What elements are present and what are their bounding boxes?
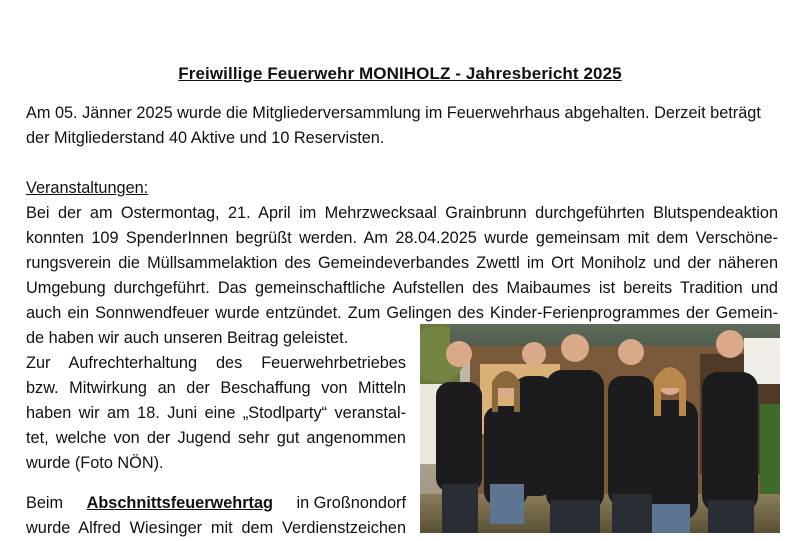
award-prefix: Beim <box>26 494 64 512</box>
party-line: tet, welche von der Jugend sehr gut angenommen <box>26 429 406 447</box>
page-title: Freiwillige Feuerwehr MONIHOLZ - Jahresbericht 2025 <box>178 64 622 83</box>
events-line: Umgebung durchgeführt. Das gemeinschaftliche Aufstellen des Maibaumes ist bereits Tradition und <box>26 279 778 297</box>
award-line <box>26 491 406 516</box>
events-line: konnten 109 SpenderInnen begrüßt werden. Am 28.04.2025 wurde gemeinsam mit dem Verschöne- <box>26 229 778 247</box>
party-line: wurde (Foto NÖN). <box>26 454 164 472</box>
award-paragraph <box>26 491 406 541</box>
events-heading: Veranstaltungen: <box>26 179 149 197</box>
award-suffix: in Großnondorf <box>296 494 406 512</box>
party-paragraph <box>26 351 406 476</box>
intro-line: Am 05. Jänner 2025 wurde die Mitgliederversammlung im Feuerwehrhaus abgehalten. Derzeit beträgt <box>26 104 761 122</box>
events-line: auch ein Sonnwendfeuer wurde entzündet. Zum Gelingen des Kinder-Ferienprogrammes der Gemein- <box>26 304 778 322</box>
party-line: Zur Aufrechterhaltung des Feuerwehrbetriebes <box>26 354 406 372</box>
events-line: Bei der am Ostermontag, 21. April im Mehrzwecksaal Grainbrunn durchgeführten Blutspendeaktion <box>26 204 778 222</box>
events-line: rungsverein die Müllsammelaktion des Gemeindeverbandes Zwettl im Ort Moniholz und der näheren <box>26 254 778 272</box>
party-line: haben wir am 18. Juni eine „Stodlparty“ veranstal- <box>26 404 406 422</box>
intro-paragraph <box>26 101 778 151</box>
intro-line: der Mitgliederstand 40 Aktive und 10 Reservisten. <box>26 129 385 147</box>
award-event: Abschnittsfeuerwehrtag <box>86 494 273 512</box>
events-line: de haben wir auch unseren Beitrag geleistet. <box>26 329 349 347</box>
team-photo-illustration <box>420 324 780 533</box>
party-line: bzw. Mitwirkung an der Beschaffung von Mitteln <box>26 379 406 397</box>
award-line: wurde Alfred Wiesinger mit dem Verdienstzeichen <box>26 519 406 537</box>
team-photo <box>420 324 780 533</box>
